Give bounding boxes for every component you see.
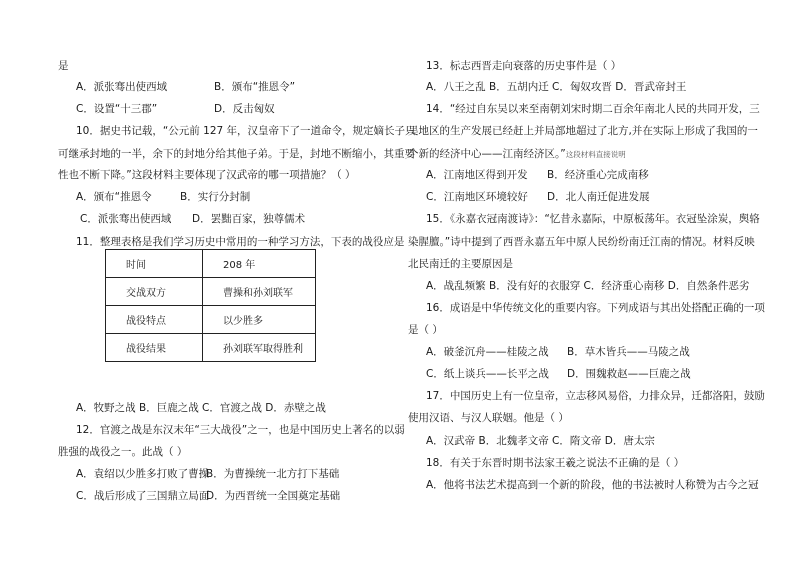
text-line: 是 bbox=[58, 60, 69, 72]
question-16-option-a: A．破釜沉舟——桂陵之战 bbox=[426, 346, 549, 358]
question-16-line-2: 是（ ） bbox=[408, 324, 443, 336]
question-15-line-2: 染腥膻。”诗中提到了西晋永嘉五年中原人民纷纷南迁江南的情况。材料反映 bbox=[408, 236, 755, 248]
question-18-line-1: 18．有关于东晋时期书法家王羲之说法不正确的是（ ） bbox=[426, 457, 685, 469]
option-c: C．设置“十三郡” bbox=[76, 103, 158, 115]
question-10-option-d: D．罢黜百家，独尊儒术 bbox=[192, 213, 306, 225]
question-16-line-1: 16．成语是中华传统文化的重要内容。下列成语与其出处搭配正确的一项 bbox=[426, 302, 765, 314]
question-17-options: A．汉武帝 B．北魏孝文帝 C．隋文帝 D．唐太宗 bbox=[426, 435, 655, 447]
table-cell: 时间 bbox=[106, 250, 203, 278]
question-10-line-1: 10．据史书记载，“公元前 127 年，汉皇帝下了一道命令，规定嫡长子只 bbox=[76, 125, 416, 137]
table-row bbox=[106, 306, 316, 334]
question-14-option-a: A．江南地区得到开发 bbox=[426, 169, 528, 181]
question-12-option-b: B．为曹操统一北方打下基础 bbox=[206, 468, 340, 480]
table-cell: 孙刘联军取得胜利 bbox=[203, 334, 316, 362]
question-11-options: A．牧野之战 B．巨鹿之战 C．官渡之战 D．赤壁之战 bbox=[76, 402, 326, 414]
question-10-line-3: 性也不断下降。”这段材料主要体现了汉武帝的哪一项措施？（ ） bbox=[58, 169, 356, 181]
question-12-option-d: D．为西晋统一全国奠定基础 bbox=[206, 490, 341, 502]
question-14-prompt: 这段材料直接说明 bbox=[565, 150, 626, 159]
question-15-options: A．战乱频繁 B．没有好的衣服穿 C．经济重心南移 D．自然条件恶劣 bbox=[426, 280, 750, 292]
question-18-option-a: A．他将书法艺术提高到一个新的阶段，他的书法被时人称赞为古今之冠 bbox=[426, 479, 759, 491]
question-13-options: A．八王之乱 B．五胡内迁 C．匈奴攻晋 D．晋武帝封王 bbox=[426, 81, 687, 93]
table-cell: 战役结果 bbox=[106, 334, 203, 362]
question-14-line-1: 14．“经过自东吴以来至南朝刘宋时期二百余年南北人民的共同开发，三 bbox=[426, 103, 760, 115]
table-row bbox=[106, 278, 316, 306]
table-cell: 曹操和孙刘联军 bbox=[203, 278, 316, 306]
question-12-line-1: 12．官渡之战是东汉末年“三大战役”之一，也是中国历史上著名的以弱 bbox=[76, 424, 405, 436]
question-14-option-b: B．经济重心完成南移 bbox=[547, 169, 649, 181]
table-row bbox=[106, 334, 316, 362]
question-11-line-1: 11．整理表格是我们学习历史中常用的一种学习方法，下表的战役应是 bbox=[76, 236, 405, 248]
table-row bbox=[106, 250, 316, 278]
question-10-option-c: C．派张骞出使西域 bbox=[80, 213, 172, 225]
table-cell: 交战双方 bbox=[106, 278, 203, 306]
question-12-line-2: 胜强的战役之一。此战（ ） bbox=[58, 446, 188, 458]
question-14-text: 个新的经济中心——江南经济区。” bbox=[408, 148, 566, 160]
option-d: D．反击匈奴 bbox=[214, 103, 275, 115]
question-13: 13．标志西晋走向衰落的历史事件是（ ） bbox=[426, 60, 622, 72]
question-17-line-2: 使用汉语、与汉人联姻。他是（ ） bbox=[408, 412, 569, 424]
question-15-line-3: 北民南迁的主要原因是 bbox=[408, 258, 513, 270]
question-16-option-d: D．围魏救赵——巨鹿之战 bbox=[567, 368, 691, 380]
question-12-option-a: A．袁绍以少胜多打败了曹操 bbox=[76, 468, 210, 480]
option-a: A．派张骞出使西域 bbox=[76, 81, 168, 93]
question-10-option-a: A．颁布“推恩令 bbox=[76, 191, 152, 203]
question-10-line-2: 可继承封地的一半，余下的封地分给其他子弟。于是，封地不断缩小，其重要 bbox=[58, 148, 415, 160]
question-14-option-c: C．江南地区环境较好 bbox=[426, 191, 528, 203]
question-14-line-2: 吴地区的生产发展已经赶上并局部地超过了北方,并在实际上形成了我国的一 bbox=[408, 125, 758, 137]
question-14-line-3 bbox=[408, 147, 626, 162]
question-15-line-1: 15．《永嘉衣冠南渡诗》：“忆昔永嘉际，中原板荡年。衣冠坠涂炭，舆辂 bbox=[426, 213, 760, 225]
table-cell: 战役特点 bbox=[106, 306, 203, 334]
question-17-line-1: 17．中国历史上有一位皇帝，立志移风易俗，力排众异，迁都洛阳，鼓励 bbox=[426, 390, 765, 402]
table-cell: 208 年 bbox=[203, 250, 316, 278]
question-12-option-c: C．战后形成了三国鼎立局面 bbox=[76, 490, 210, 502]
battle-table bbox=[105, 249, 316, 362]
question-16-option-c: C．纸上谈兵——长平之战 bbox=[426, 368, 549, 380]
table-cell: 以少胜多 bbox=[203, 306, 316, 334]
question-10-option-b: B．实行分封制 bbox=[180, 191, 251, 203]
question-14-option-d: D．北人南迁促进发展 bbox=[547, 191, 650, 203]
option-b: B．颁布“推恩令” bbox=[214, 81, 296, 93]
question-16-option-b: B．草木皆兵——马陵之战 bbox=[567, 346, 690, 358]
